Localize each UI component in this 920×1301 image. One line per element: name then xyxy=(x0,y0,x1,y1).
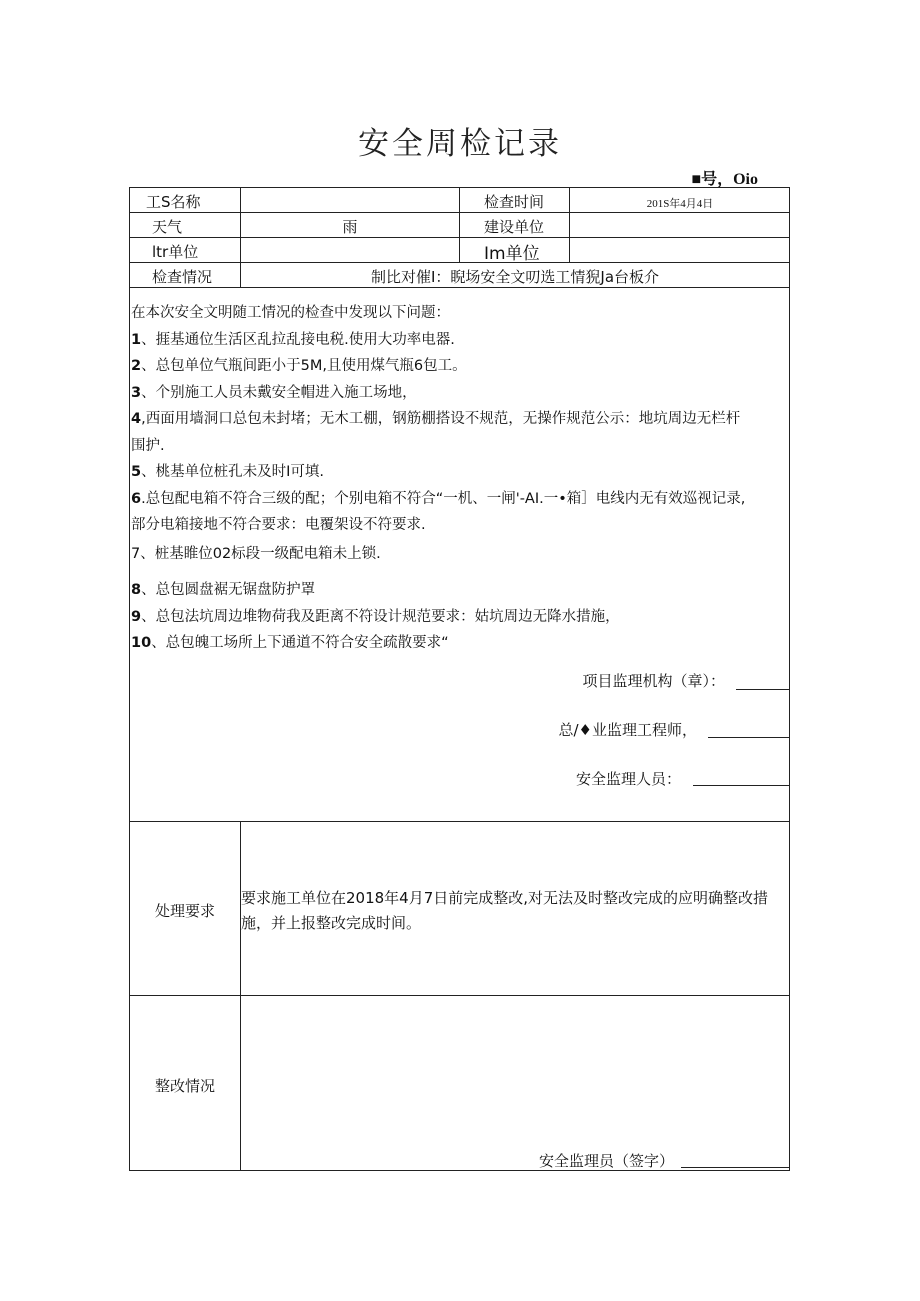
unit-label: ltr单位 xyxy=(152,243,199,261)
finding-item: 2、总包单位气瓶间距小于5M,且使用煤气瓶6包工。 xyxy=(131,358,467,374)
weather-label: 天气 xyxy=(152,218,183,236)
document-title: 安全周检记录 xyxy=(358,126,562,162)
finding-item: 部分电箱接地不符合要求：电覆架设不符要求. xyxy=(131,517,426,533)
serial-number: ■号，Oio xyxy=(691,171,758,188)
safety-signature-line xyxy=(693,785,789,786)
weather-value: 雨 xyxy=(342,218,358,236)
inspection-label: 检查情况 xyxy=(152,268,213,286)
project-name-label: 工S名称 xyxy=(146,193,201,211)
finding-item: 6.总包配电箱不符合三级的配；个别电箱不符合“一机、一闸'-AI.一•箱］电线内无有效巡视记录, xyxy=(131,490,746,507)
agency-signature-label: 项目监理机构（章）： xyxy=(582,672,725,690)
finding-item: 10、总包魄工场所上下通道不符合安全疏散要求“ xyxy=(131,635,449,651)
rectification-signer-label: 安全监理员（签字） xyxy=(539,1152,675,1170)
check-time-value: 201S年4月4日 xyxy=(646,198,714,210)
safety-signature-label: 安全监理人员： xyxy=(575,770,681,788)
processing-text: 要求施工单位在2018年4月7日前完成整改,对无法及时整改完成的应明确整改措 施，并上报整改完成时间。 xyxy=(241,889,769,932)
findings-list xyxy=(131,300,786,657)
unit2-label: Im单位 xyxy=(484,244,540,264)
findings-intro: 在本次安全文明随工情况的检查中发现以下问题： xyxy=(131,305,450,321)
finding-item: 7、桩基睢位02标段一级配电箱未上锁. xyxy=(131,545,381,562)
finding-item: 3、个别施工人员未戴安全帽进入施工场地， xyxy=(131,384,417,401)
finding-item: 5、桃基单位桩孔未及时I可填. xyxy=(131,464,324,480)
inspection-value: 制比对催I：睨场安全文叨选工情猊Ja台板介 xyxy=(370,268,660,286)
finding-item: 8、总包圆盘裾无锯盘防护罩 xyxy=(131,582,316,598)
finding-item: 1、捱基通位生活区乱拉乱接电税.使用大功率电器. xyxy=(131,331,455,348)
builder-label: 建设单位 xyxy=(484,218,545,236)
rectification-signer-line xyxy=(681,1167,789,1168)
processing-label: 处理要求 xyxy=(154,902,215,920)
agency-signature-line xyxy=(736,689,789,690)
inspection-form xyxy=(129,187,790,1171)
engineer-signature-label: 总/♦业监理工程师， xyxy=(558,721,697,739)
check-time-label: 检查时间 xyxy=(484,193,545,211)
finding-item: 9、总包法坑周边堆物荷我及距离不符设计规范要求：姑坑周边无降水措施， xyxy=(131,608,620,625)
finding-item: 4,西面用墙洞口总包未封堵；无木工棚，钢筋棚搭设不规范，无操作规范公示：地坑周边无栏杆 xyxy=(131,411,741,427)
finding-item: 围护. xyxy=(131,437,165,454)
rectification-label: 整改情况 xyxy=(154,1077,215,1095)
engineer-signature-line xyxy=(708,737,789,738)
